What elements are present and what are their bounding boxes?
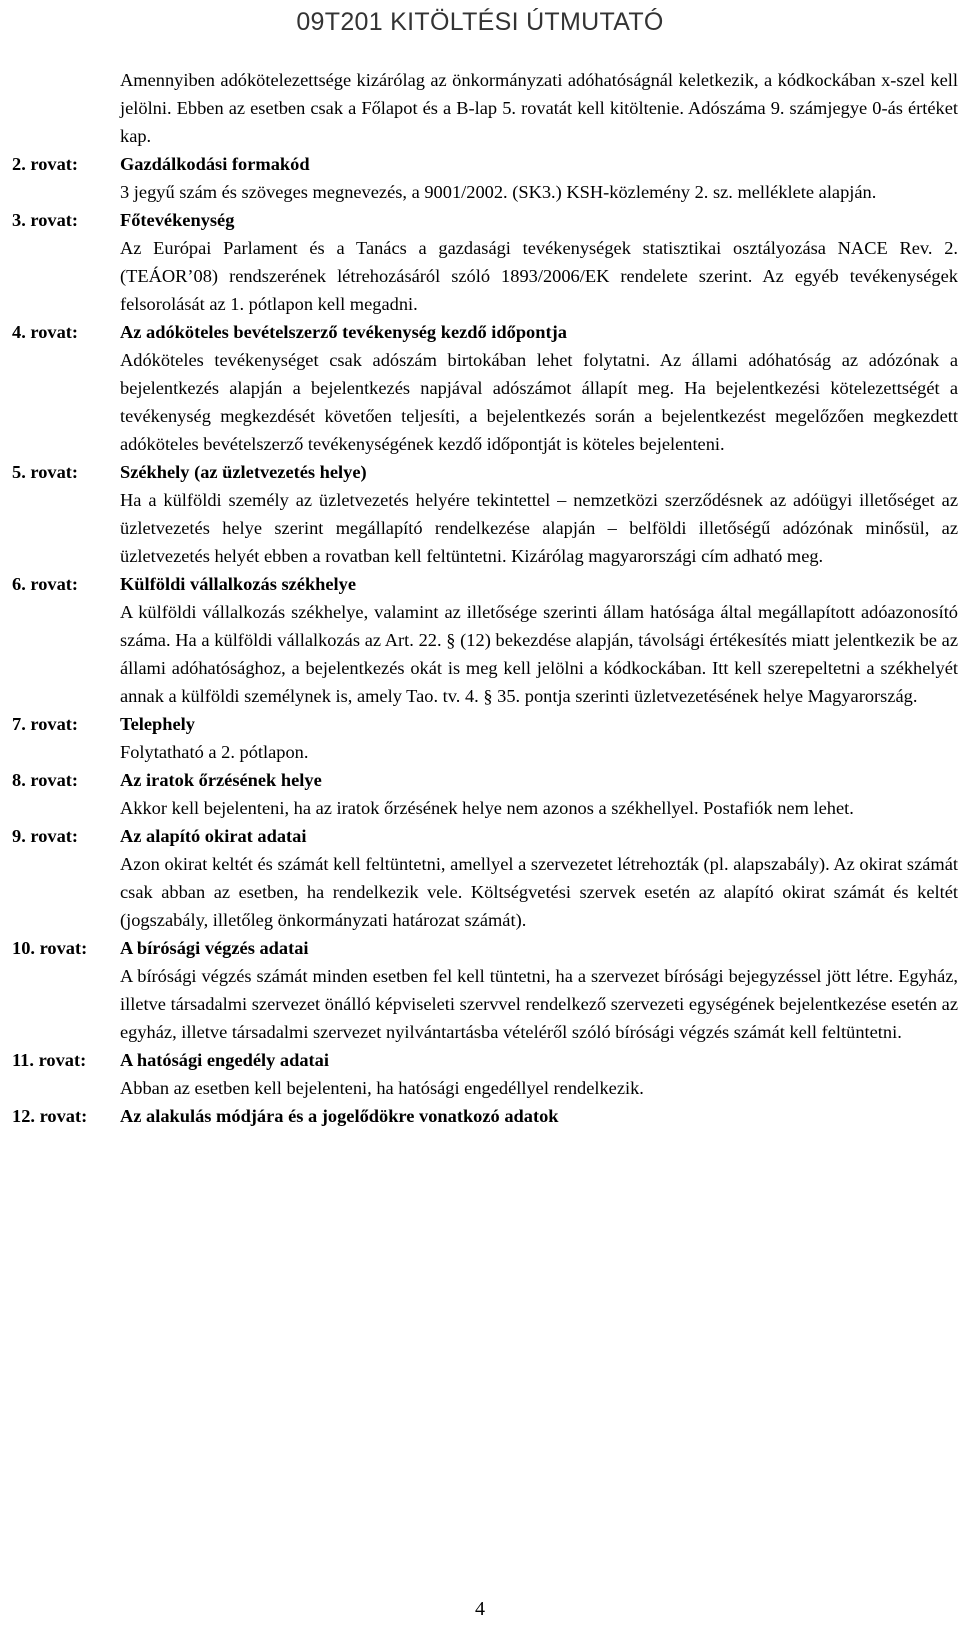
section-rovat-12 [12, 1102, 958, 1130]
section-label: 10. rovat: [12, 938, 88, 958]
section-rovat-4 [12, 318, 958, 458]
page-number: 4 [475, 1598, 485, 1620]
section-paragraph: Adóköteles tevékenységet csak adószám birtokában lehet folytatni. Az állami adóhatóság az adózónak a bejelentkezés alapján a bejelentkezés napjával adószámot állapít meg. Ha bejelentkezési kötelezettségét a tevékenység megkezdését követően teljesíti, a bejelentkezés során a bejelentkezést megelőzően megkezdett adóköteles bevételszerző tevékenységének kezdő időpontját is köteles bejelenteni. [120, 350, 958, 454]
section-content [120, 1102, 958, 1130]
section-content [120, 458, 958, 570]
section-label: 9. rovat: [12, 826, 79, 846]
section-rovat-5 [12, 458, 958, 570]
section-label: 3. rovat: [12, 210, 79, 230]
section-body [120, 1074, 958, 1102]
page-header: 09T201 KITÖLTÉSI ÚTMUTATÓ [296, 8, 664, 36]
section-rovat-3 [12, 206, 958, 318]
section-title: A bírósági végzés adatai [120, 938, 309, 958]
section-body [120, 598, 958, 710]
section-rovat-2 [12, 150, 958, 206]
section-paragraph: A külföldi vállalkozás székhelye, valamint az illetősége szerinti állam hatósága által megállapított adóazonosító száma. Ha a külföldi vállalkozás az Art. 22. § (12) bekezdése alapján, távolsági értékesítés miatt jelentkezik be az állami adóhatósághoz, a bejelentkezés okát is meg kell jelölni a kódkockában. Itt kell szerepeltetni a székhelyét annak a külföldi személynek is, amely Tao. tv. 4. § 35. pontja szerinti üzletvezetésének helye Magyarország. [120, 602, 958, 706]
section-body [120, 486, 958, 570]
section-label: 6. rovat: [12, 574, 79, 594]
section-label: 4. rovat: [12, 322, 79, 342]
section-paragraph: Azon okirat keltét és számát kell feltüntetni, amellyel a szervezetet létrehozták (pl. alapszabály). Az okirat számát csak abban az esetben, ha rendelkezik vele. Költségvetési szervek esetén az alapító okirat számát és keltét (jogszabály, illetőleg önkormányzati határozat számát). [120, 854, 958, 930]
section-title: Telephely [120, 714, 195, 734]
section-label: 8. rovat: [12, 770, 79, 790]
section-body [120, 850, 958, 934]
section-label: 2. rovat: [12, 154, 79, 174]
section-rovat-7 [12, 710, 958, 766]
section-body [120, 794, 958, 822]
section-paragraph: 3 jegyű szám és szöveges megnevezés, a 9001/2002. (SK3.) KSH-közlemény 2. sz. melléklete alapján. [120, 182, 877, 202]
section-rovat-11 [12, 1046, 958, 1102]
section-title: Székhely (az üzletvezetés helye) [120, 462, 367, 482]
section-title: Az alakulás módjára és a jogelődökre vonatkozó adatok [120, 1106, 559, 1126]
section-body [120, 738, 958, 766]
section-rovat-10 [12, 934, 958, 1046]
section-paragraph: Ha a külföldi személy az üzletvezetés helyére tekintettel – nemzetközi szerződésnek az adóügyi illetőséget az üzletvezetés helye szerint megállapító rendelkezése alapján – belföldi illetőségű adózónak minősül, az üzletvezetés helyét ebben a rovatban kell feltüntetni. Kizárólag magyarországi cím adható meg. [120, 490, 958, 566]
section-body [120, 178, 958, 206]
section-title: A hatósági engedély adatai [120, 1050, 329, 1070]
section-content [120, 766, 958, 822]
section-label: 5. rovat: [12, 462, 79, 482]
section-paragraph: A bírósági végzés számát minden esetben fel kell tüntetni, ha a szervezet bírósági bejegyzéssel jött létre. Egyház, illetve társadalmi szervezet önálló képviseleti szervvel rendelkező szervezeti egységének bejelentkezése esetén az egyház, illetve társadalmi szervezet nyilvántartásba vételéről szóló bírósági végzés számát kell feltüntetni. [120, 966, 958, 1042]
section-content [120, 822, 958, 934]
section-title: Külföldi vállalkozás székhelye [120, 574, 357, 594]
section-content [120, 150, 958, 206]
section-paragraph: Folytatható a 2. pótlapon. [120, 742, 309, 762]
section-title: Az iratok őrzésének helye [120, 770, 322, 790]
section-title: Az adóköteles bevételszerző tevékenység kezdő időpontja [120, 322, 567, 342]
section-paragraph: Abban az esetben kell bejelenteni, ha hatósági engedéllyel rendelkezik. [120, 1078, 644, 1098]
section-content [120, 206, 958, 318]
section-paragraph: Az Európai Parlament és a Tanács a gazdasági tevékenységek statisztikai osztályozása NACE Rev. 2. (TEÁOR’08) rendszerének létrehozásáról szóló 1893/2006/EK rendelete szerint. Az egyéb tevékenységek felsorolását az 1. pótlapon kell megadni. [120, 238, 958, 314]
section-content [120, 318, 958, 458]
section-body [120, 234, 958, 318]
section-label: 12. rovat: [12, 1106, 88, 1126]
section-content [120, 570, 958, 710]
section-label: 11. rovat: [12, 1050, 87, 1070]
section-title: Gazdálkodási formakód [120, 154, 310, 174]
section-content [120, 1046, 958, 1102]
section-rovat-6 [12, 570, 958, 710]
section-body [120, 962, 958, 1046]
section-rovat-9 [12, 822, 958, 934]
intro-paragraph: Amennyiben adókötelezettsége kizárólag az önkormányzati adóhatóságnál keletkezik, a kódkockában x-szel kell jelölni. Ebben az esetben csak a Főlapot és a B-lap 5. rovatát kell kitöltenie. Adószáma 9. számjegye 0-ás értéket kap. [120, 70, 958, 146]
sections-list [12, 150, 958, 1130]
section-content [120, 934, 958, 1046]
document-content [12, 66, 958, 1130]
section-paragraph: Akkor kell bejelenteni, ha az iratok őrzésének helye nem azonos a székhellyel. Postafiók nem lehet. [120, 798, 854, 818]
section-content [120, 710, 958, 766]
section-title: Az alapító okirat adatai [120, 826, 307, 846]
section-label: 7. rovat: [12, 714, 79, 734]
section-title: Főtevékenység [120, 210, 235, 230]
section-rovat-8 [12, 766, 958, 822]
section-body [120, 346, 958, 458]
